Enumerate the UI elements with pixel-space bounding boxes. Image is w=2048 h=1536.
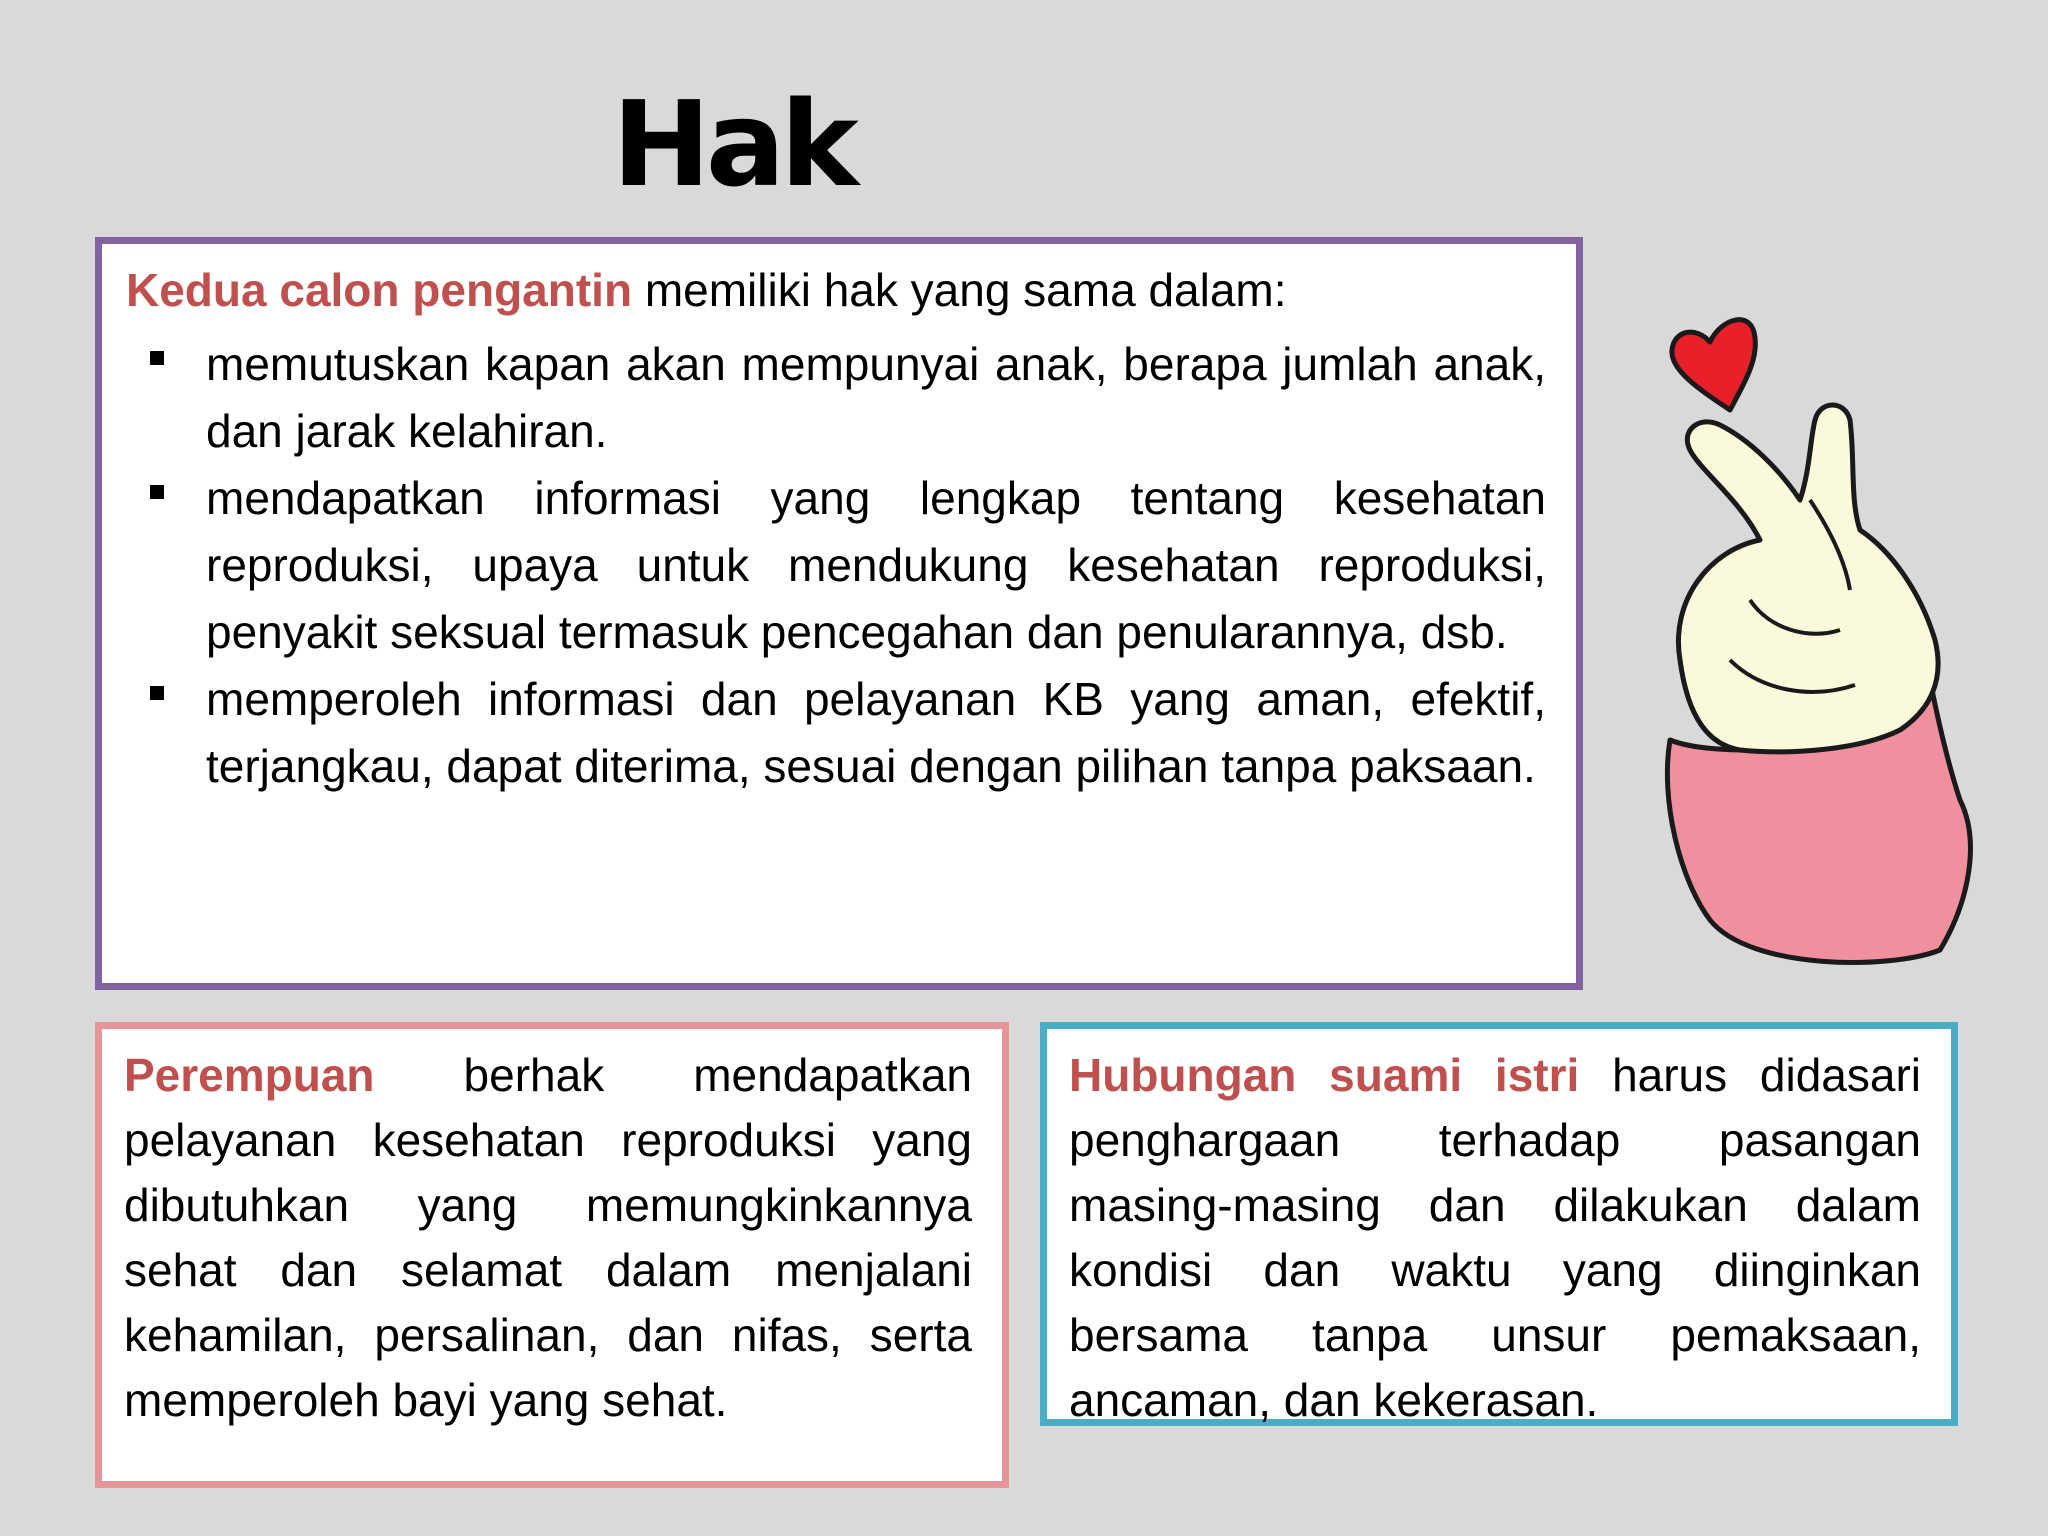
- rights-list-item: [126, 331, 1552, 465]
- couple-rights-box: [95, 237, 1583, 990]
- couple-text: harus didasari penghargaan terhadap pasangan masing-masing dan dilakukan dalam kondisi dan waktu yang diinginkan bersama tanpa unsur pemaksaan, ancaman, dan kekerasan.: [1069, 1049, 1922, 1426]
- marriage-relationship-box: [1040, 1022, 1958, 1426]
- heart-icon: [1672, 320, 1756, 410]
- rights-list-item: [126, 666, 1552, 800]
- main-intro-text: memiliki hak yang sama dalam:: [632, 264, 1287, 316]
- rights-list: [126, 331, 1552, 800]
- rights-item-text: memutuskan kapan akan mempunyai anak, berapa jumlah anak, dan jarak kelahiran.: [206, 338, 1546, 457]
- square-bullet-icon: [150, 485, 164, 499]
- square-bullet-icon: [150, 686, 164, 700]
- finger-heart-icon: [1640, 300, 1980, 970]
- square-bullet-icon: [150, 351, 164, 365]
- main-intro: [126, 258, 1552, 323]
- women-highlight: Perempuan: [124, 1049, 375, 1101]
- slide-title: Hak: [612, 75, 854, 213]
- rights-item-text: memperoleh informasi dan pelayanan KB yang aman, efektif, terjangkau, dapat diterima, sesuai dengan pilihan tanpa paksaan.: [206, 673, 1546, 792]
- main-highlight: Kedua calon pengantin: [126, 264, 633, 316]
- couple-highlight: Hubungan suami istri: [1069, 1049, 1580, 1101]
- hand-shape: [1678, 405, 1938, 752]
- women-text: berhak mendapatkan pelayanan kesehatan reproduksi yang dibutuhkan yang memungkinkannya sehat dan selamat dalam menjalani kehamilan, persalinan, dan nifas, serta memperoleh bayi yang sehat.: [124, 1049, 972, 1426]
- rights-list-item: [126, 465, 1552, 666]
- rights-item-text: mendapatkan informasi yang lengkap tentang kesehatan reproduksi, upaya untuk mendukung kesehatan reproduksi, penyakit seksual termasuk pencegahan dan penularannya, dsb.: [206, 472, 1546, 658]
- women-rights-box: [95, 1022, 1009, 1488]
